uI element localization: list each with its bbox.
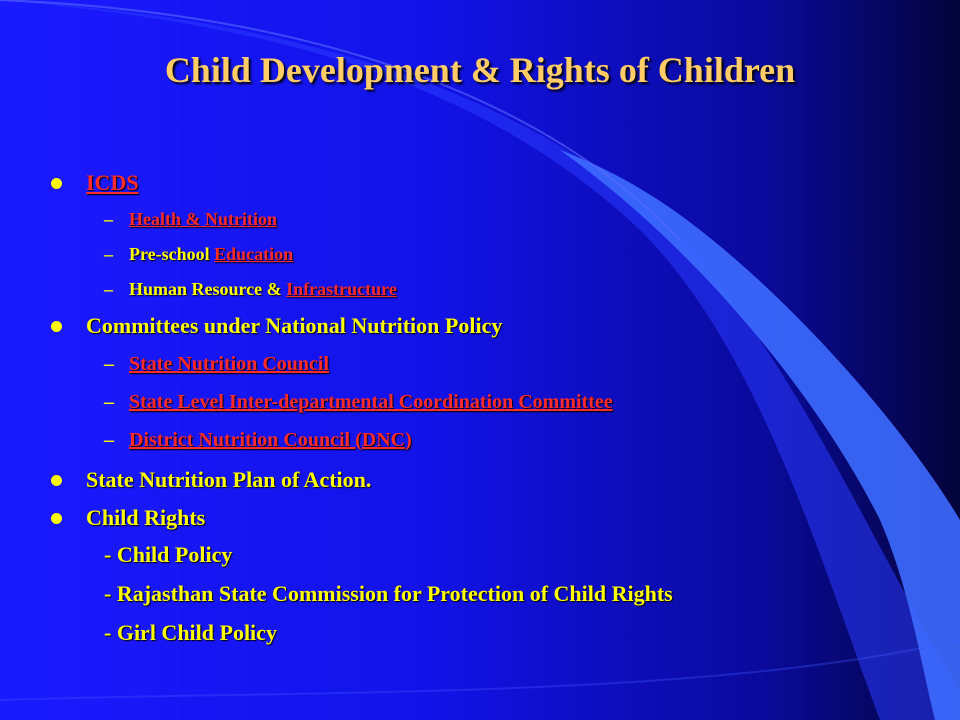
coordination-committee-link[interactable]: State Level Inter-departmental Coordination Committee bbox=[129, 390, 613, 413]
list-item-committees bbox=[0, 311, 960, 341]
sub-item-preschool bbox=[0, 239, 960, 269]
state-nutrition-council-link[interactable]: State Nutrition Council bbox=[129, 352, 329, 375]
sub-item-district-council bbox=[0, 425, 960, 455]
committees-label: Committees under National Nutrition Policy bbox=[86, 313, 503, 338]
dash-marker: – bbox=[104, 243, 113, 264]
commission-label: - Rajasthan State Commission for Protection of Child Rights bbox=[104, 581, 673, 606]
bullet-icon bbox=[51, 321, 62, 332]
plan-of-action-label: State Nutrition Plan of Action. bbox=[86, 467, 372, 492]
bullet-icon bbox=[51, 513, 62, 524]
bullet-icon bbox=[51, 178, 62, 189]
sub-item-human-resource bbox=[0, 274, 960, 304]
child-rights-label: Child Rights bbox=[86, 505, 206, 530]
dash-marker: – bbox=[104, 390, 114, 413]
child-policy-label: - Child Policy bbox=[104, 542, 233, 567]
district-nutrition-council-link[interactable]: District Nutrition Council (DNC) bbox=[129, 428, 412, 451]
sub-item-health-nutrition bbox=[0, 204, 960, 234]
sub-item-girl-child-policy bbox=[0, 618, 960, 648]
list-item-icds bbox=[0, 168, 960, 198]
dash-marker: – bbox=[104, 352, 114, 375]
preschool-label: Pre-school bbox=[129, 243, 215, 264]
sub-item-child-policy bbox=[0, 540, 960, 570]
education-link[interactable]: Education bbox=[214, 243, 294, 264]
sub-item-state-level-committee bbox=[0, 387, 960, 417]
page-title: Child Development & Rights of Children bbox=[164, 50, 796, 90]
bullet-icon bbox=[51, 475, 62, 486]
icds-link[interactable]: ICDS bbox=[86, 170, 139, 195]
human-resource-label: Human Resource & bbox=[129, 278, 287, 299]
infrastructure-link[interactable]: Infrastructure bbox=[286, 278, 397, 299]
list-item-child-rights bbox=[0, 503, 960, 533]
dash-marker: – bbox=[104, 208, 113, 229]
dash-marker: – bbox=[104, 278, 113, 299]
health-nutrition-link[interactable]: Health & Nutrition bbox=[129, 208, 277, 229]
dash-marker: – bbox=[104, 428, 114, 451]
sub-item-state-council bbox=[0, 349, 960, 379]
sub-item-commission bbox=[0, 579, 960, 609]
girl-child-policy-label: - Girl Child Policy bbox=[104, 620, 277, 645]
list-item-plan-of-action bbox=[0, 465, 960, 495]
